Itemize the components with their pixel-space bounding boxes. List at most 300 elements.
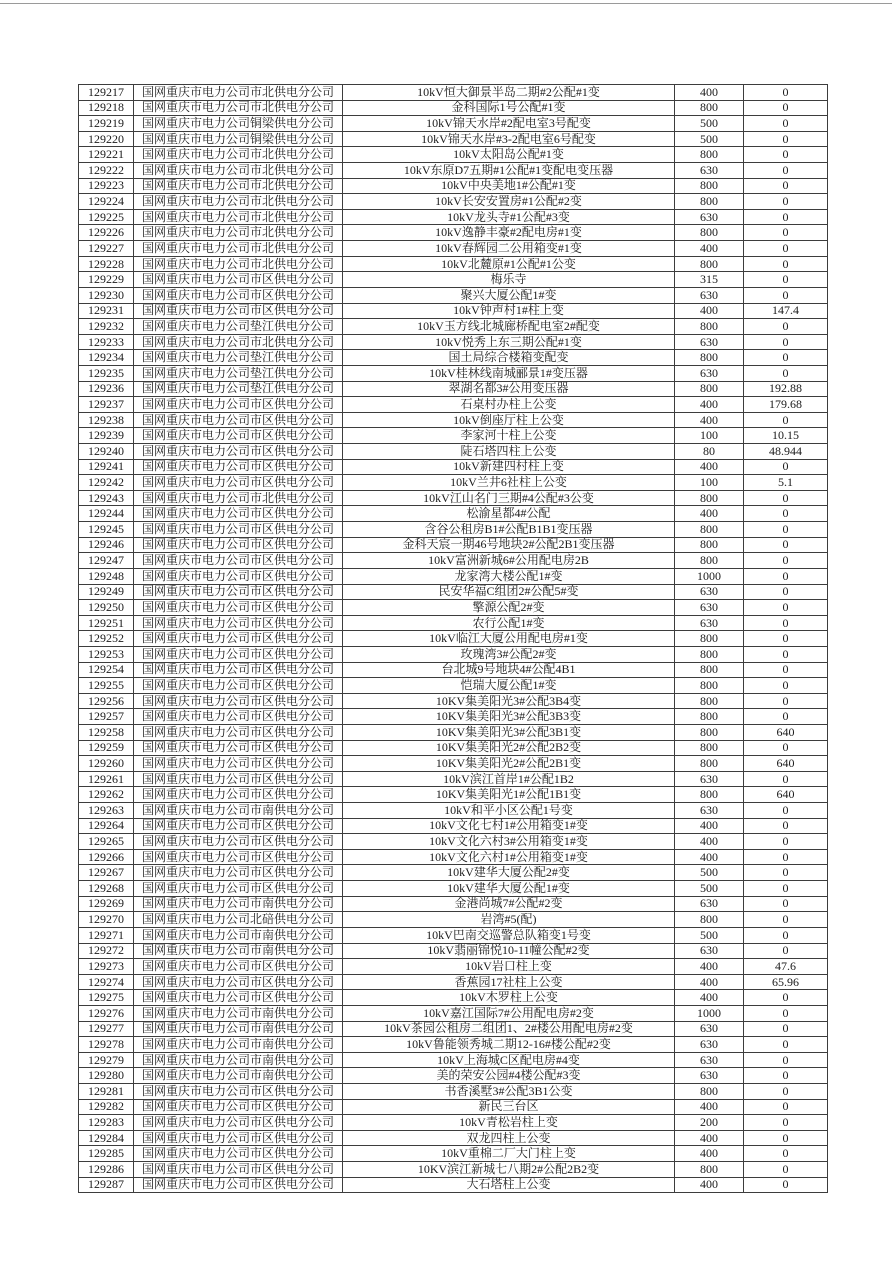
capacity-cell: 630 <box>675 600 744 616</box>
row-id-cell: 129257 <box>79 709 134 725</box>
value-cell: 0 <box>744 709 828 725</box>
value-cell: 0 <box>744 241 828 257</box>
value-cell: 0 <box>744 990 828 1006</box>
company-cell: 国网重庆市电力公司市北供电分公司 <box>134 490 343 506</box>
company-cell: 国网重庆市电力公司市区供电分公司 <box>134 959 343 975</box>
company-cell: 国网重庆市电力公司市区供电分公司 <box>134 990 343 1006</box>
table-row <box>79 662 828 678</box>
row-id-cell: 129248 <box>79 568 134 584</box>
value-cell: 0 <box>744 1115 828 1131</box>
row-id-cell: 129236 <box>79 381 134 397</box>
row-id-cell: 129228 <box>79 256 134 272</box>
company-cell: 国网重庆市电力公司市区供电分公司 <box>134 475 343 491</box>
station-name-cell: 10kV临江大厦公用配电房#1变 <box>343 631 675 647</box>
table-row <box>79 350 828 366</box>
capacity-cell: 800 <box>675 756 744 772</box>
table-row <box>79 194 828 210</box>
table-row <box>79 1130 828 1146</box>
station-name-cell: 10kV和平小区公配1号变 <box>343 803 675 819</box>
station-name-cell: 10kV木罗柱上公变 <box>343 990 675 1006</box>
company-cell: 国网重庆市电力公司市区供电分公司 <box>134 412 343 428</box>
station-name-cell: 石桌村办柱上公变 <box>343 397 675 413</box>
station-name-cell: 10kV茶园公租房二组团1、2#楼公用配电房#2变 <box>343 1021 675 1037</box>
value-cell: 0 <box>744 1099 828 1115</box>
company-cell: 国网重庆市电力公司市区供电分公司 <box>134 522 343 538</box>
capacity-cell: 630 <box>675 584 744 600</box>
capacity-cell: 800 <box>675 662 744 678</box>
value-cell: 0 <box>744 365 828 381</box>
company-cell: 国网重庆市电力公司市北供电分公司 <box>134 225 343 241</box>
table-row <box>79 163 828 179</box>
table-row <box>79 787 828 803</box>
company-cell: 国网重庆市电力公司市区供电分公司 <box>134 459 343 475</box>
table-row <box>79 600 828 616</box>
company-cell: 国网重庆市电力公司市北供电分公司 <box>134 85 343 101</box>
value-cell: 0 <box>744 834 828 850</box>
table-row <box>79 881 828 897</box>
row-id-cell: 129245 <box>79 522 134 538</box>
station-name-cell: 10KV集美阳光3#公配3B4变 <box>343 693 675 709</box>
table-row <box>79 615 828 631</box>
value-cell: 0 <box>744 1021 828 1037</box>
value-cell: 0 <box>744 85 828 101</box>
value-cell: 0 <box>744 912 828 928</box>
table-row <box>79 1115 828 1131</box>
row-id-cell: 129276 <box>79 1005 134 1021</box>
row-id-cell: 129241 <box>79 459 134 475</box>
table-row <box>79 927 828 943</box>
row-id-cell: 129244 <box>79 506 134 522</box>
value-cell: 0 <box>744 896 828 912</box>
value-cell: 179.68 <box>744 397 828 413</box>
station-name-cell: 松渝星都4#公配 <box>343 506 675 522</box>
value-cell: 147.4 <box>744 303 828 319</box>
table-row <box>79 334 828 350</box>
row-id-cell: 129255 <box>79 678 134 694</box>
capacity-cell: 630 <box>675 1068 744 1084</box>
capacity-cell: 800 <box>675 319 744 335</box>
value-cell: 0 <box>744 1068 828 1084</box>
row-id-cell: 129238 <box>79 412 134 428</box>
company-cell: 国网重庆市电力公司垫江供电分公司 <box>134 365 343 381</box>
row-id-cell: 129268 <box>79 881 134 897</box>
value-cell: 0 <box>744 881 828 897</box>
company-cell: 国网重庆市电力公司市北供电分公司 <box>134 256 343 272</box>
value-cell: 0 <box>744 943 828 959</box>
station-name-cell: 10kV锦天水岸#3-2配电室6号配变 <box>343 131 675 147</box>
station-name-cell: 10kV文化六村3#公用箱变1#变 <box>343 834 675 850</box>
company-cell: 国网重庆市电力公司市南供电分公司 <box>134 1005 343 1021</box>
station-name-cell: 10kV建华大厦公配1#变 <box>343 881 675 897</box>
table-row <box>79 724 828 740</box>
row-id-cell: 129240 <box>79 444 134 460</box>
station-name-cell: 陡石塔四柱上公变 <box>343 444 675 460</box>
table-row <box>79 1021 828 1037</box>
page-top-rule <box>0 3 892 4</box>
value-cell: 640 <box>744 724 828 740</box>
company-cell: 国网重庆市电力公司市区供电分公司 <box>134 553 343 569</box>
capacity-cell: 630 <box>675 943 744 959</box>
table-row <box>79 1099 828 1115</box>
company-cell: 国网重庆市电力公司市区供电分公司 <box>134 678 343 694</box>
row-id-cell: 129223 <box>79 178 134 194</box>
value-cell: 0 <box>744 771 828 787</box>
table-row <box>79 678 828 694</box>
station-name-cell: 10kV锦天水岸#2配电室3号配变 <box>343 116 675 132</box>
row-id-cell: 129242 <box>79 475 134 491</box>
row-id-cell: 129258 <box>79 724 134 740</box>
capacity-cell: 800 <box>675 194 744 210</box>
value-cell: 0 <box>744 803 828 819</box>
company-cell: 国网重庆市电力公司市北供电分公司 <box>134 147 343 163</box>
row-id-cell: 129232 <box>79 319 134 335</box>
company-cell: 国网重庆市电力公司市北供电分公司 <box>134 241 343 257</box>
table-row <box>79 865 828 881</box>
company-cell: 国网重庆市电力公司市区供电分公司 <box>134 818 343 834</box>
company-cell: 国网重庆市电力公司市北供电分公司 <box>134 100 343 116</box>
station-name-cell: 10kV桂林线南城郦景1#变压器 <box>343 365 675 381</box>
company-cell: 国网重庆市电力公司市区供电分公司 <box>134 428 343 444</box>
capacity-cell: 800 <box>675 693 744 709</box>
capacity-cell: 630 <box>675 615 744 631</box>
capacity-cell: 100 <box>675 475 744 491</box>
capacity-cell: 800 <box>675 100 744 116</box>
row-id-cell: 129256 <box>79 693 134 709</box>
capacity-cell: 400 <box>675 459 744 475</box>
value-cell: 0 <box>744 646 828 662</box>
capacity-cell: 400 <box>675 85 744 101</box>
value-cell: 0 <box>744 849 828 865</box>
station-name-cell: 金科国际1号公配#1变 <box>343 100 675 116</box>
station-name-cell: 10kV重棉二厂大门柱上变 <box>343 1146 675 1162</box>
row-id-cell: 129278 <box>79 1037 134 1053</box>
value-cell: 10.15 <box>744 428 828 444</box>
company-cell: 国网重庆市电力公司市区供电分公司 <box>134 444 343 460</box>
value-cell: 0 <box>744 615 828 631</box>
capacity-cell: 630 <box>675 365 744 381</box>
station-name-cell: 10kV长安安置房#1公配#2变 <box>343 194 675 210</box>
capacity-cell: 100 <box>675 428 744 444</box>
company-cell: 国网重庆市电力公司市南供电分公司 <box>134 927 343 943</box>
value-cell: 0 <box>744 1162 828 1178</box>
station-name-cell: 10kV文化六村1#公用箱变1#变 <box>343 849 675 865</box>
capacity-cell: 800 <box>675 553 744 569</box>
station-name-cell: 书香溪墅3#公配3B1公变 <box>343 1084 675 1100</box>
company-cell: 国网重庆市电力公司市区供电分公司 <box>134 615 343 631</box>
station-name-cell: 农行公配1#变 <box>343 615 675 631</box>
station-name-cell: 民安华福C组团2#公配5#变 <box>343 584 675 600</box>
station-name-cell: 10kV东原D7五期#1公配#1变配电变压器 <box>343 163 675 179</box>
capacity-cell: 800 <box>675 740 744 756</box>
row-id-cell: 129221 <box>79 147 134 163</box>
station-name-cell: 10KV滨江新城七八期2#公配2B2变 <box>343 1162 675 1178</box>
company-cell: 国网重庆市电力公司市区供电分公司 <box>134 974 343 990</box>
station-name-cell: 李家河十柱上公变 <box>343 428 675 444</box>
capacity-cell: 630 <box>675 1037 744 1053</box>
company-cell: 国网重庆市电力公司市区供电分公司 <box>134 787 343 803</box>
capacity-cell: 200 <box>675 1115 744 1131</box>
row-id-cell: 129218 <box>79 100 134 116</box>
value-cell: 0 <box>744 1177 828 1193</box>
station-name-cell: 香蕉园17社柱上公变 <box>343 974 675 990</box>
company-cell: 国网重庆市电力公司市区供电分公司 <box>134 740 343 756</box>
station-name-cell: 10kV巴南交巡警总队箱变1号变 <box>343 927 675 943</box>
value-cell: 0 <box>744 522 828 538</box>
company-cell: 国网重庆市电力公司市区供电分公司 <box>134 272 343 288</box>
company-cell: 国网重庆市电力公司市南供电分公司 <box>134 1052 343 1068</box>
value-cell: 48.944 <box>744 444 828 460</box>
capacity-cell: 400 <box>675 834 744 850</box>
value-cell: 0 <box>744 163 828 179</box>
table-row <box>79 756 828 772</box>
station-name-cell: 10kV翡丽锦悦10-11幢公配#2变 <box>343 943 675 959</box>
table-row <box>79 646 828 662</box>
value-cell: 5.1 <box>744 475 828 491</box>
table-row <box>79 319 828 335</box>
capacity-cell: 400 <box>675 1177 744 1193</box>
row-id-cell: 129266 <box>79 849 134 865</box>
station-name-cell: 台北城9号地块4#公配4B1 <box>343 662 675 678</box>
company-cell: 国网重庆市电力公司市南供电分公司 <box>134 943 343 959</box>
capacity-cell: 1000 <box>675 568 744 584</box>
value-cell: 0 <box>744 100 828 116</box>
company-cell: 国网重庆市电力公司市区供电分公司 <box>134 568 343 584</box>
company-cell: 国网重庆市电力公司市南供电分公司 <box>134 1068 343 1084</box>
capacity-cell: 400 <box>675 1099 744 1115</box>
value-cell: 0 <box>744 209 828 225</box>
value-cell: 0 <box>744 490 828 506</box>
row-id-cell: 129246 <box>79 537 134 553</box>
row-id-cell: 129247 <box>79 553 134 569</box>
table-row <box>79 506 828 522</box>
capacity-cell: 315 <box>675 272 744 288</box>
value-cell: 640 <box>744 787 828 803</box>
row-id-cell: 129253 <box>79 646 134 662</box>
station-name-cell: 10kV逸静丰豪#2配电房#1变 <box>343 225 675 241</box>
station-name-cell: 10KV集美阳光3#公配3B1变 <box>343 724 675 740</box>
table-row <box>79 943 828 959</box>
station-name-cell: 10kV江山名门三期#4公配#3公变 <box>343 490 675 506</box>
company-cell: 国网重庆市电力公司市南供电分公司 <box>134 896 343 912</box>
station-name-cell: 梅乐寺 <box>343 272 675 288</box>
row-id-cell: 129225 <box>79 209 134 225</box>
station-name-cell: 金科天宸一期46号地块2#公配2B1变压器 <box>343 537 675 553</box>
company-cell: 国网重庆市电力公司市北供电分公司 <box>134 178 343 194</box>
value-cell: 65.96 <box>744 974 828 990</box>
capacity-cell: 800 <box>675 724 744 740</box>
row-id-cell: 129259 <box>79 740 134 756</box>
station-name-cell: 10kV春辉园二公用箱变#1变 <box>343 241 675 257</box>
station-name-cell: 10KV集美阳光2#公配2B2变 <box>343 740 675 756</box>
table-row <box>79 771 828 787</box>
value-cell: 0 <box>744 116 828 132</box>
table-row <box>79 974 828 990</box>
capacity-cell: 500 <box>675 865 744 881</box>
company-cell: 国网重庆市电力公司市区供电分公司 <box>134 881 343 897</box>
table-row <box>79 740 828 756</box>
value-cell: 0 <box>744 147 828 163</box>
row-id-cell: 129282 <box>79 1099 134 1115</box>
company-cell: 国网重庆市电力公司市区供电分公司 <box>134 771 343 787</box>
value-cell: 0 <box>744 1005 828 1021</box>
table-row <box>79 1162 828 1178</box>
table-row <box>79 568 828 584</box>
capacity-cell: 800 <box>675 256 744 272</box>
row-id-cell: 129277 <box>79 1021 134 1037</box>
capacity-cell: 80 <box>675 444 744 460</box>
capacity-cell: 800 <box>675 709 744 725</box>
table-row <box>79 1005 828 1021</box>
row-id-cell: 129251 <box>79 615 134 631</box>
capacity-cell: 630 <box>675 334 744 350</box>
table-row <box>79 475 828 491</box>
table-row <box>79 818 828 834</box>
row-id-cell: 129231 <box>79 303 134 319</box>
value-cell: 0 <box>744 272 828 288</box>
table-row <box>79 912 828 928</box>
table-row <box>79 381 828 397</box>
table-row <box>79 256 828 272</box>
station-name-cell: 10KV集美阳光1#公配1B1变 <box>343 787 675 803</box>
value-cell: 0 <box>744 1084 828 1100</box>
station-name-cell: 聚兴大厦公配1#变 <box>343 287 675 303</box>
row-id-cell: 129286 <box>79 1162 134 1178</box>
table-row <box>79 365 828 381</box>
row-id-cell: 129265 <box>79 834 134 850</box>
capacity-cell: 400 <box>675 818 744 834</box>
value-cell: 0 <box>744 693 828 709</box>
table-row <box>79 225 828 241</box>
value-cell: 0 <box>744 553 828 569</box>
row-id-cell: 129275 <box>79 990 134 1006</box>
capacity-cell: 500 <box>675 927 744 943</box>
company-cell: 国网重庆市电力公司市区供电分公司 <box>134 1146 343 1162</box>
table-row <box>79 397 828 413</box>
table-row <box>79 849 828 865</box>
table-row <box>79 693 828 709</box>
station-name-cell: 擎源公配2#变 <box>343 600 675 616</box>
row-id-cell: 129234 <box>79 350 134 366</box>
capacity-cell: 630 <box>675 1052 744 1068</box>
capacity-cell: 400 <box>675 303 744 319</box>
value-cell: 0 <box>744 740 828 756</box>
company-cell: 国网重庆市电力公司市区供电分公司 <box>134 865 343 881</box>
station-name-cell: 10kV嘉江国际7#公用配电房#2变 <box>343 1005 675 1021</box>
value-cell: 0 <box>744 225 828 241</box>
row-id-cell: 129226 <box>79 225 134 241</box>
station-name-cell: 10kV新建四村柱上变 <box>343 459 675 475</box>
station-name-cell: 10kV玉方线北城廊桥配电室2#配变 <box>343 319 675 335</box>
capacity-cell: 400 <box>675 990 744 1006</box>
company-cell: 国网重庆市电力公司市区供电分公司 <box>134 1177 343 1193</box>
value-cell: 0 <box>744 584 828 600</box>
value-cell: 0 <box>744 1130 828 1146</box>
row-id-cell: 129263 <box>79 803 134 819</box>
capacity-cell: 630 <box>675 771 744 787</box>
station-name-cell: 10kV上海城C区配电房#4变 <box>343 1052 675 1068</box>
row-id-cell: 129222 <box>79 163 134 179</box>
station-name-cell: 10kV滨江首岸1#公配1B2 <box>343 771 675 787</box>
capacity-cell: 400 <box>675 506 744 522</box>
table-row <box>79 147 828 163</box>
table-row <box>79 428 828 444</box>
table-row <box>79 959 828 975</box>
station-name-cell: 含谷公租房B1#公配B1B1变压器 <box>343 522 675 538</box>
capacity-cell: 400 <box>675 849 744 865</box>
table-body <box>79 85 828 1193</box>
station-name-cell: 10KV集美阳光2#公配2B1变 <box>343 756 675 772</box>
company-cell: 国网重庆市电力公司市区供电分公司 <box>134 1084 343 1100</box>
table-row <box>79 459 828 475</box>
company-cell: 国网重庆市电力公司市南供电分公司 <box>134 1037 343 1053</box>
capacity-cell: 630 <box>675 803 744 819</box>
station-name-cell: 龙家湾大楼公配1#变 <box>343 568 675 584</box>
value-cell: 0 <box>744 1052 828 1068</box>
capacity-cell: 800 <box>675 147 744 163</box>
value-cell: 0 <box>744 662 828 678</box>
station-name-cell: 金港尚城7#公配#2变 <box>343 896 675 912</box>
company-cell: 国网重庆市电力公司市南供电分公司 <box>134 1021 343 1037</box>
table-row <box>79 522 828 538</box>
company-cell: 国网重庆市电力公司市区供电分公司 <box>134 1130 343 1146</box>
capacity-cell: 630 <box>675 1021 744 1037</box>
row-id-cell: 129274 <box>79 974 134 990</box>
table-row <box>79 584 828 600</box>
capacity-cell: 800 <box>675 912 744 928</box>
capacity-cell: 630 <box>675 287 744 303</box>
station-name-cell: 双龙四柱上公变 <box>343 1130 675 1146</box>
capacity-cell: 800 <box>675 225 744 241</box>
company-cell: 国网重庆市电力公司市区供电分公司 <box>134 506 343 522</box>
value-cell: 0 <box>744 678 828 694</box>
row-id-cell: 129270 <box>79 912 134 928</box>
value-cell: 0 <box>744 178 828 194</box>
company-cell: 国网重庆市电力公司市南供电分公司 <box>134 803 343 819</box>
company-cell: 国网重庆市电力公司市区供电分公司 <box>134 303 343 319</box>
station-name-cell: 10kV钟声村1#柱上变 <box>343 303 675 319</box>
company-cell: 国网重庆市电力公司铜梁供电分公司 <box>134 131 343 147</box>
capacity-cell: 400 <box>675 1146 744 1162</box>
table-row <box>79 1037 828 1053</box>
row-id-cell: 129217 <box>79 85 134 101</box>
company-cell: 国网重庆市电力公司市区供电分公司 <box>134 693 343 709</box>
table-row <box>79 990 828 1006</box>
table-row <box>79 834 828 850</box>
company-cell: 国网重庆市电力公司市区供电分公司 <box>134 1115 343 1131</box>
value-cell: 192.88 <box>744 381 828 397</box>
table-row <box>79 131 828 147</box>
table-row <box>79 85 828 101</box>
company-cell: 国网重庆市电力公司市北供电分公司 <box>134 194 343 210</box>
station-name-cell: 10kV太阳岛公配#1变 <box>343 147 675 163</box>
row-id-cell: 129261 <box>79 771 134 787</box>
row-id-cell: 129219 <box>79 116 134 132</box>
row-id-cell: 129283 <box>79 1115 134 1131</box>
station-name-cell: 10kV文化七村1#公用箱变1#变 <box>343 818 675 834</box>
station-name-cell: 新民三台区 <box>343 1099 675 1115</box>
capacity-cell: 400 <box>675 1130 744 1146</box>
value-cell: 0 <box>744 537 828 553</box>
station-name-cell: 10kV中央美地1#公配#1变 <box>343 178 675 194</box>
company-cell: 国网重庆市电力公司市区供电分公司 <box>134 834 343 850</box>
capacity-cell: 400 <box>675 959 744 975</box>
capacity-cell: 800 <box>675 787 744 803</box>
value-cell: 0 <box>744 459 828 475</box>
station-name-cell: 10kV恒大御景半岛二期#2公配#1变 <box>343 85 675 101</box>
company-cell: 国网重庆市电力公司市区供电分公司 <box>134 662 343 678</box>
company-cell: 国网重庆市电力公司市区供电分公司 <box>134 646 343 662</box>
capacity-cell: 630 <box>675 163 744 179</box>
